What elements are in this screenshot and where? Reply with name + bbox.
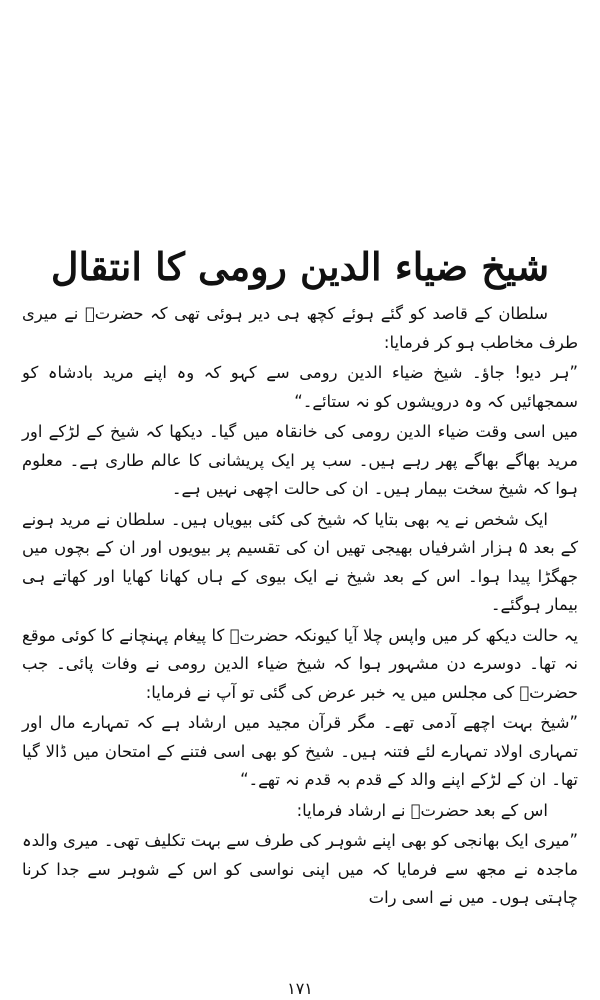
body-text	[22, 300, 578, 915]
paragraph: یہ حالت دیکھ کر میں واپس چلا آیا کیونکہ حضرتؒ کا پیغام پہنچانے کا کوئی موقع نہ تھا۔ دوسرے دن مشہور ہوا کہ شیخ ضیاء الدین رومی نے وفات پائی۔ جب حضرتؒ کی مجلس میں یہ خبر عرض کی گئی تو آپ نے فرمایا:	[22, 625, 578, 702]
page-number: ۱۷۱	[287, 979, 313, 998]
paragraph: ”میری ایک بھانجی کو بھی اپنے شوہر کی طرف سے بہت تکلیف تھی۔ میری والدہ ماجدہ نے مجھ سے فرمایا کہ میں اپنی نواسی کو اس کے شوہر سے جدا کرنا چاہتی ہوں۔ میں نے اسی رات	[22, 831, 578, 907]
chapter-title: شیخ ضیاء الدین رومی کا انتقال	[50, 244, 550, 290]
paragraph: میں اسی وقت ضیاء الدین رومی کی خانقاہ میں گیا۔ دیکھا کہ شیخ کے لڑکے اور مرید بھاگے بھاگے پھر رہے ہیں۔ سب پر ایک پریشانی کا عالم طاری ہے۔ معلوم ہوا کہ شیخ سخت بیمار ہیں۔ ان کی حالت اچھی نہیں ہے۔	[22, 422, 578, 498]
paragraph: ”شیخ بہت اچھے آدمی تھے۔ مگر قرآن مجید میں ارشاد ہے کہ تمہارے مال اور تمہاری اولاد تمہارے لئے فتنہ ہیں۔ شیخ کو بھی اسی فتنے کے امتحان میں ڈالا گیا تھا۔ ان کے لڑکے اپنے والد کے قدم بہ قدم نہ تھے۔“	[22, 713, 578, 789]
paragraph: سلطان کے قاصد کو گئے ہوئے کچھ ہی دیر ہوئی تھی کہ حضرتؒ نے میری طرف مخاطب ہو کر فرمایا:	[22, 304, 578, 352]
paragraph: ایک شخص نے یہ بھی بتایا کہ شیخ کی کئی بیویاں ہیں۔ سلطان نے مرید ہونے کے بعد ۵ ہزار اشرفیاں بھیجی تھیں ان کی تقسیم پر بیویوں اور ان کے بچوں میں جھگڑا پیدا ہوا۔ اس کے بعد شیخ نے ایک بیوی کے ہاں کھانا کھایا اور کھاتے ہی بیمار ہوگئے۔	[22, 509, 579, 614]
paragraph: اس کے بعد حضرتؒ نے ارشاد فرمایا:	[296, 800, 548, 820]
paragraph: ”ہر دیو! جاؤ۔ شیخ ضیاء الدین رومی سے کہو کہ وہ اپنے مرید بادشاہ کو سمجھائیں کہ وہ درویشوں کو نہ ستائے۔“	[22, 363, 578, 411]
